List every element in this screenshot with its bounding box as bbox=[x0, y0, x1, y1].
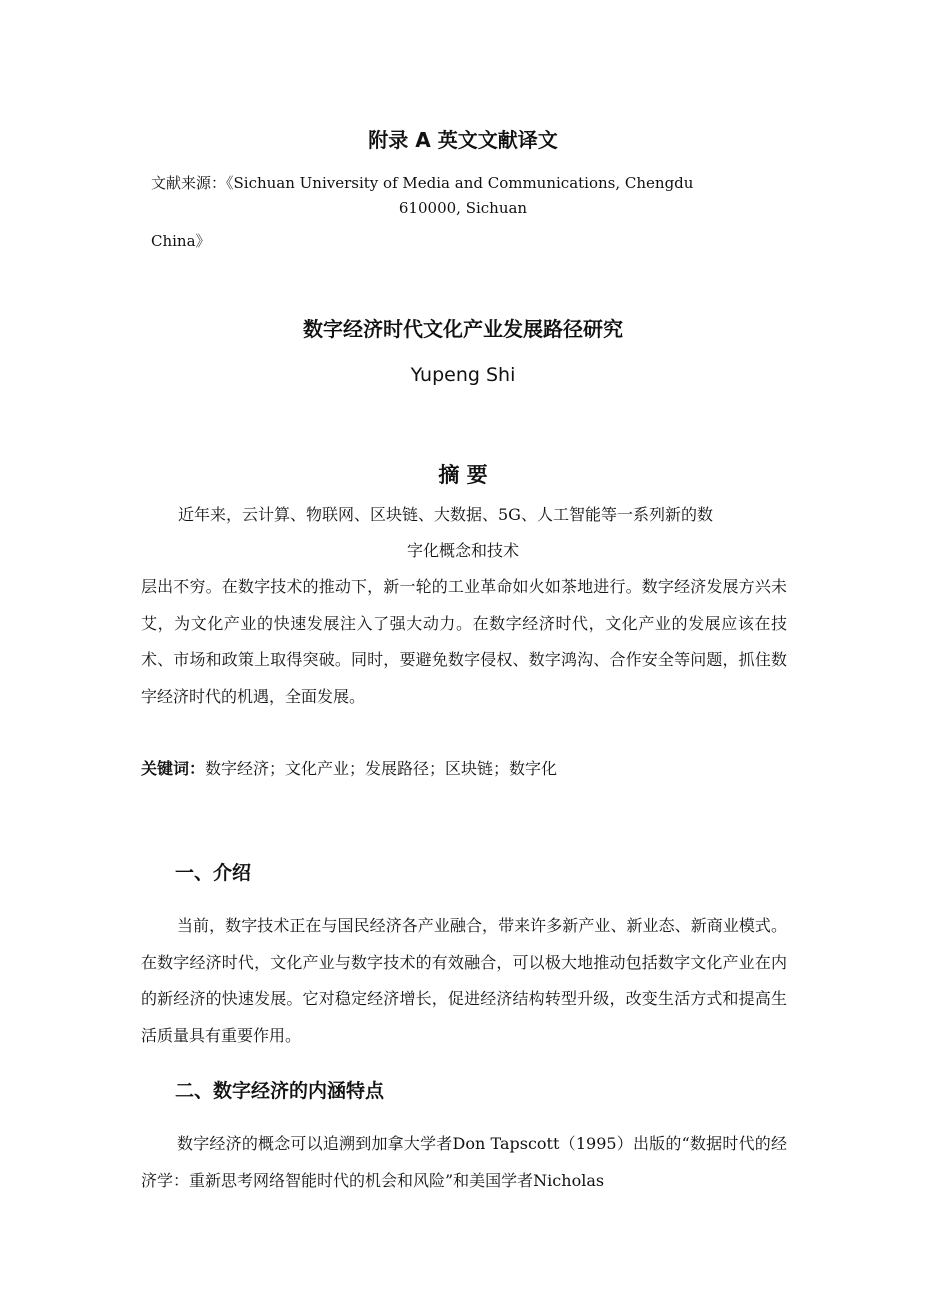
keywords-text: 数字经济；文化产业；发展路径；区块链；数字化 bbox=[205, 759, 558, 778]
appendix-title: 附录 A 英文文献译文 bbox=[368, 128, 558, 152]
author: Yupeng Shi bbox=[410, 364, 516, 386]
abstract-body: 层出不穷。在数字技术的推动下，新一轮的工业革命如火如茶地进行。数字经济发展方兴未艾，为文化产业的快速发展注入了强大动力。在数字经济时代，文化产业的发展应该在技术、市场和政策上取得突破。同时，要避免数字侵权、数字鸿沟、合作安全等问题，抓住数字经济时代的机遇，全面发展。 bbox=[141, 577, 787, 706]
keywords bbox=[141, 756, 557, 779]
section-1-heading: 一、介绍 bbox=[175, 862, 252, 884]
abstract-heading: 摘 要 bbox=[438, 463, 488, 487]
source-line-3: China》 bbox=[151, 232, 211, 250]
source-line-2: 610000, Sichuan bbox=[398, 199, 528, 217]
keywords-label: 关键词： bbox=[141, 759, 206, 778]
section-2-body: 数字经济的概念可以追溯到加拿大学者Don Tapscott（1995）出版的“数据时代的经济学：重新思考网络智能时代的机会和风险”和美国学者Nicholas bbox=[141, 1134, 787, 1190]
abstract-line-2: 字化概念和技术 bbox=[406, 541, 519, 560]
section-2-heading: 二、数字经济的内涵特点 bbox=[175, 1080, 385, 1102]
abstract-line-1: 近年来，云计算、物联网、区块链、大数据、5G、人工智能等一系列新的数 bbox=[178, 505, 713, 524]
source-line-1: 文献来源：《Sichuan University of Media and Communications, Chengdu bbox=[151, 174, 694, 192]
paper-title: 数字经济时代文化产业发展路径研究 bbox=[303, 317, 623, 341]
section-1-body: 当前，数字技术正在与国民经济各产业融合，带来许多新产业、新业态、新商业模式。在数字经济时代，文化产业与数字技术的有效融合，可以极大地推动包括数字文化产业在内的新经济的快速发展。它对稳定经济增长，促进经济结构转型升级，改变生活方式和提高生活质量具有重要作用。 bbox=[141, 916, 787, 1045]
